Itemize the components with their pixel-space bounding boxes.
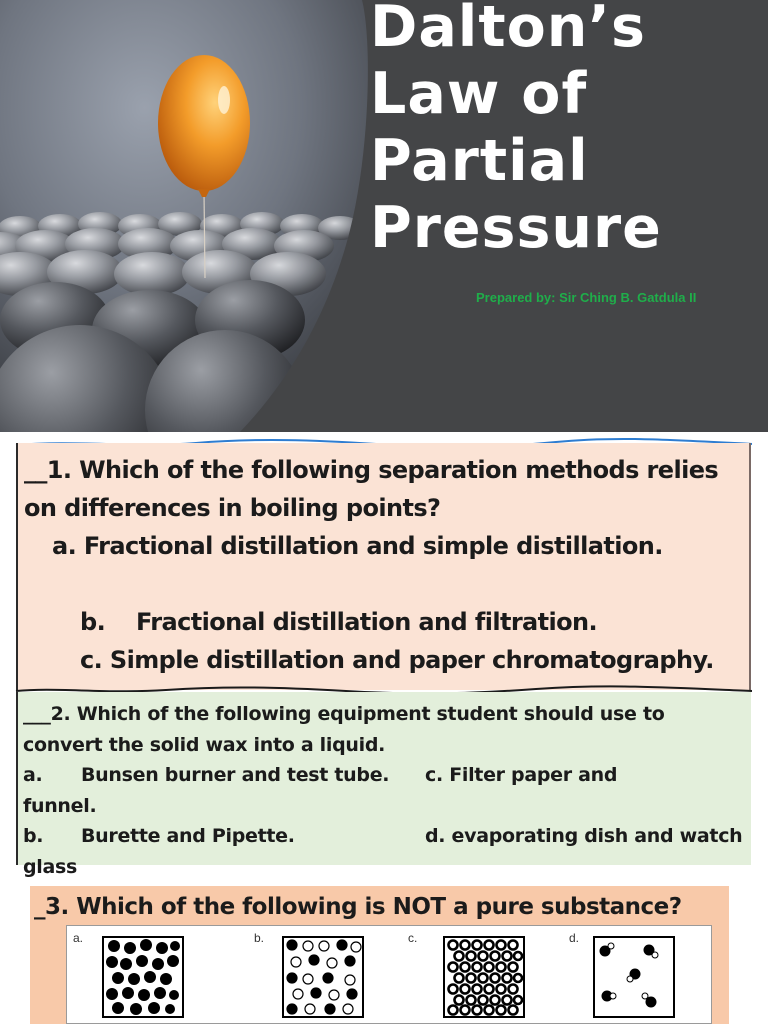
option-letter: b. [23, 825, 44, 847]
diagram-label-b: b. [254, 931, 265, 945]
option-text: Fractional distillation and simple distillation. [83, 532, 663, 560]
question-2-card [16, 692, 751, 878]
option-text: Simple distillation and paper chromatography. [109, 646, 714, 674]
title-line: Dalton’s [370, 0, 646, 60]
question-3-card [30, 886, 729, 1024]
option-a[interactable] [23, 760, 425, 791]
particle-box-a[interactable] [102, 936, 184, 1018]
ring-particles [445, 938, 523, 1016]
diagram-label-d: d. [569, 931, 580, 945]
particle-box-d[interactable] [593, 936, 675, 1018]
option-letter: b. [80, 608, 106, 636]
option-text: Burette and Pipette. [81, 825, 295, 847]
particle-diagram-panel [66, 925, 712, 1024]
title-line: Pressure [370, 195, 662, 261]
gas-particles [595, 938, 673, 1016]
option-text: Bunsen burner and test tube. [81, 764, 390, 786]
question-1-card [16, 443, 751, 690]
diagram-label-a: a. [73, 931, 84, 945]
option-row-bd [23, 821, 751, 852]
title-slide [0, 0, 768, 432]
slide-title [370, 0, 760, 262]
option-text: Fractional distillation and filtration. [136, 608, 598, 636]
option-b[interactable] [23, 821, 425, 852]
particle-box-b[interactable] [282, 936, 364, 1018]
option-c-continued: funnel. [23, 794, 97, 817]
question-2-text [23, 699, 751, 882]
author-credit: Prepared by: Sir Ching B. Gatdula II [476, 290, 697, 305]
diagram-label-c: c. [408, 931, 418, 945]
mixture-particles [284, 938, 362, 1016]
option-c[interactable]: c. Filter paper and [425, 764, 618, 786]
option-d[interactable]: d. evaporating dish and watch [425, 825, 743, 847]
question-2-stem: ___2. Which of the following equipment student should use to [23, 703, 665, 725]
option-b[interactable] [24, 603, 750, 641]
option-c[interactable] [24, 641, 750, 679]
option-d-continued: glass [23, 855, 78, 878]
solid-particles [104, 938, 182, 1016]
option-letter: c. [80, 646, 103, 674]
option-a[interactable] [24, 527, 750, 565]
option-letter: a. [52, 532, 77, 560]
title-line: Partial [370, 128, 589, 194]
question-3-stem: _3. Which of the following is NOT a pure substance? [34, 894, 682, 920]
question-1-text [24, 451, 750, 679]
title-line: Law of [370, 61, 588, 127]
particle-box-c[interactable] [443, 936, 525, 1018]
option-letter: a. [23, 764, 43, 786]
option-row-ac [23, 760, 751, 791]
question-2-stem-cont: convert the solid wax into a liquid. [23, 733, 386, 756]
question-1-stem: __1. Which of the following separation methods relies on differences in boiling points? [24, 456, 719, 522]
